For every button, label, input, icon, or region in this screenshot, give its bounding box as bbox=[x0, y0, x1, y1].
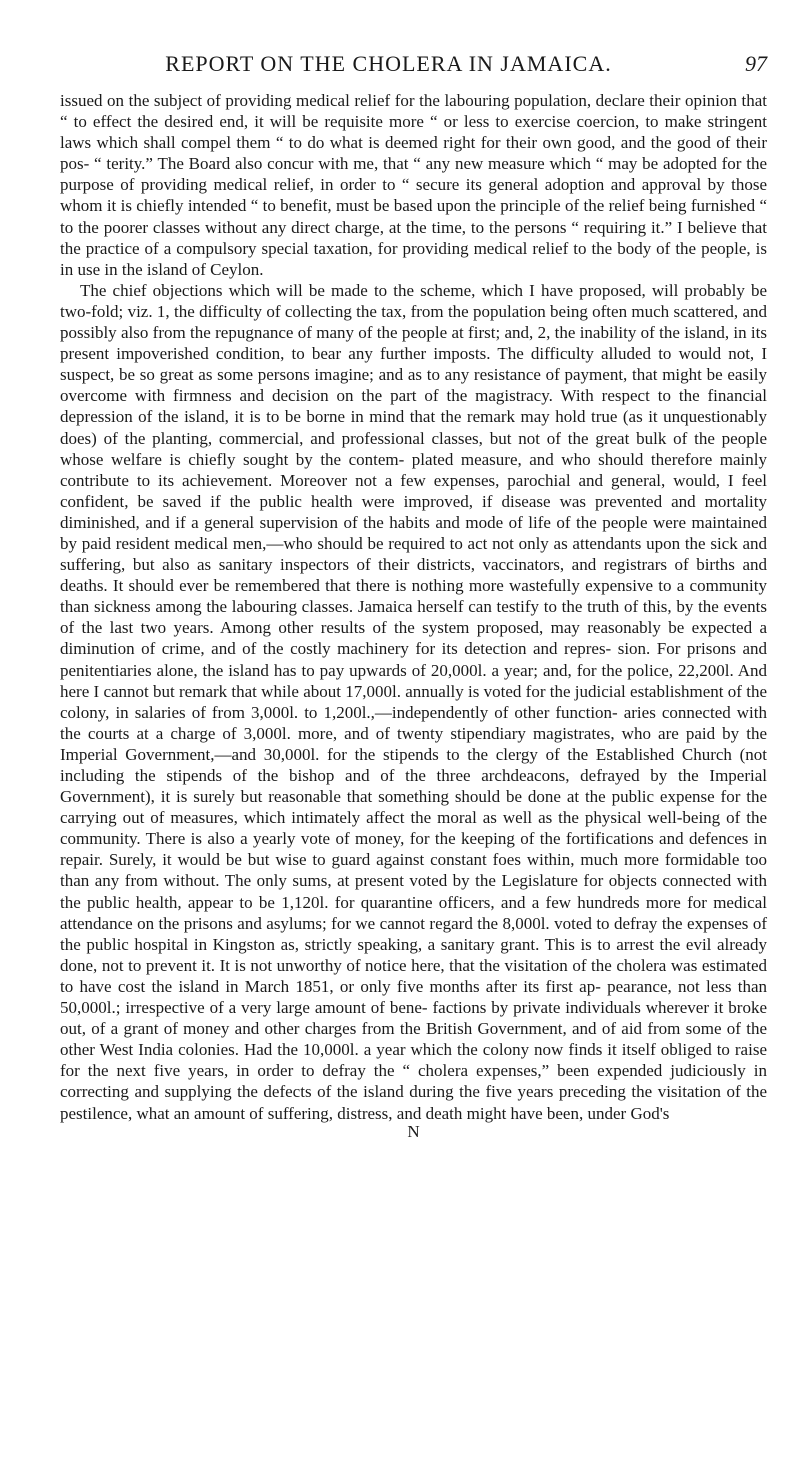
paragraph: issued on the subject of providing medical relief for the labouring population, declare their opinion that “ to effect the desired end, it will be requisite more “ or less to exercise coercion, to make stringent laws which shall compel them “ to do what is deemed right for their own good, and the good of their pos- “ terity.” The Board also concur with me, that “ any new measure which “ may be adopted for the purpose of providing medical relief, in order to “ secure its general adoption and approval by those whom it is chiefly intended “ to benefit, must be based upon the principle of the relief being furnished “ to the poorer classes without any direct charge, at the time, to the persons “ requiring it.” I believe that the practice of a compulsory special taxation, for providing medical relief to the body of the people, is in use in the island of Ceylon. bbox=[60, 91, 767, 279]
body-text bbox=[60, 90, 767, 1124]
signature-mark: N bbox=[407, 1121, 420, 1141]
page-number: 97 bbox=[745, 51, 767, 76]
paragraph: The chief objections which will be made to the scheme, which I have proposed, will probably be two-fold; viz. 1, the difficulty of collecting the tax, from the population being often much scattered, and possibly also from the repugnance of many of the people at first; and, 2, the inability of the island, in its present impoverished condition, to bear any further imposts. The difficulty alluded to would not, I suspect, be so great as some persons imagine; and as to any resistance of payment, that might be easily overcome with firmness and decision on the part of the magistracy. With respect to the financial depression of the island, it is to be borne in mind that the remark may hold true (as it unquestionably does) of the planting, commercial, and professional classes, but not of the great bulk of the people whose welfare is chiefly sought by the contem- plated measure, and who should therefore mainly contribute to its achievement. Moreover not a few expenses, parochial and general, would, I feel confident, be saved if the public health were improved, if disease was prevented and mortality diminished, and if a general supervision of the habits and mode of life of the people were maintained by paid resident medical men,—who should be required to act not only as attendants upon the sick and suffering, but also as sanitary inspectors of their districts, vaccinators, and registrars of births and deaths. It should ever be remembered that there is nothing more wastefully expensive to a community than sickness among the labouring classes. Jamaica herself can testify to the truth of this, by the events of the last two years. Among other results of the system proposed, may reasonably be expected a diminution of crime, and of the costly machinery for its detection and repres- sion. For prisons and penitentiaries alone, the island has to pay upwards of 20,000l. a year; and, for the police, 22,200l. And here I cannot but remark that while about 17,000l. annually is voted for the judicial establishment of the colony, in salaries of from 3,000l. to 1,200l.,—independently of other function- aries connected with the courts at a charge of 3,000l. more, and of twenty stipendiary magistrates, who are paid by the Imperial Government,—and 30,000l. for the stipends to the clergy of the Established Church (not including the stipends of the bishop and of the three archdeacons, defrayed by the Imperial Government), it is surely but reasonable that something should be done at the public expense for the carrying out of measures, which intimately affect the moral as well as the physical well-being of the community. There is also a yearly vote of money, for the keeping of the fortifications and defences in repair. Surely, it would be but wise to guard against constant foes within, much more formidable too than any from without. The only sums, at present voted by the Legislature for objects connected with the public health, appear to be 1,120l. for quarantine officers, and a few hundreds more for medical attendance on the prisons and asylums; for we cannot regard the 8,000l. voted to defray the expenses of the public hospital in Kingston as, strictly speaking, a sanitary grant. This is to arrest the evil already done, not to prevent it. It is not unworthy of notice here, that the visitation of the cholera was estimated to have cost the island in March 1851, or only five months after its first ap- pearance, not less than 50,000l.; irrespective of a very large amount of bene- factions by private individuals wherever it broke out, of a grant of money and other charges from the British Government, and of aid from some of the other West India colonies. Had the 10,000l. a year which the colony now finds it itself obliged to raise for the next five years, in order to defray the “ cholera expenses,” been expended judiciously in correcting and supplying the defects of the island during the five years preceding the visitation of the pestilence, what an amount of suffering, distress, and death might have been, under God's bbox=[60, 280, 767, 1123]
running-title: REPORT ON THE CHOLERA IN JAMAICA. bbox=[165, 51, 612, 76]
page-header bbox=[60, 50, 767, 90]
